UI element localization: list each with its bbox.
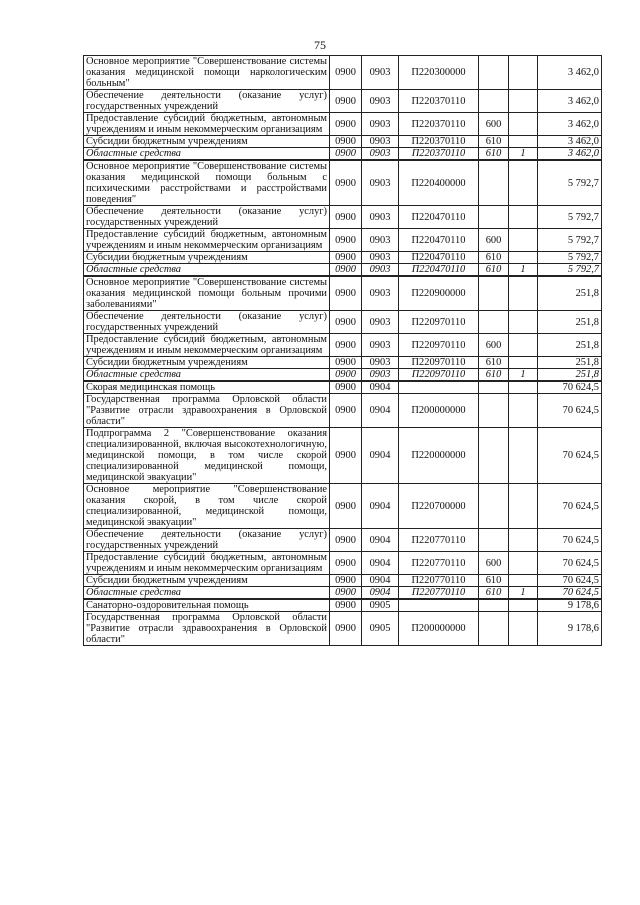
target-article-cell: П220400000 <box>399 160 479 206</box>
section-code-cell: 0900 <box>330 311 362 334</box>
table-row <box>84 529 602 552</box>
amount-cell: 70 624,5 <box>538 552 602 575</box>
amount-cell: 70 624,5 <box>538 394 602 428</box>
section-code-cell: 0900 <box>330 334 362 357</box>
expense-type-cell <box>479 311 509 334</box>
target-article-cell: П220470110 <box>399 229 479 252</box>
table-row <box>84 587 602 600</box>
expense-type-cell: 610 <box>479 136 509 148</box>
target-article-cell: П220770110 <box>399 552 479 575</box>
target-article-cell: П200000000 <box>399 612 479 646</box>
subsection-code-cell: 0904 <box>362 394 399 428</box>
target-article-cell <box>399 599 479 612</box>
subsection-code-cell: 0903 <box>362 148 399 161</box>
subsection-code-cell: 0905 <box>362 599 399 612</box>
expense-name-cell: Государственная программа Орловской области "Развитие отрасли здравоохранения в Орловской области" <box>84 394 330 428</box>
table-row <box>84 148 602 161</box>
table-row <box>84 369 602 382</box>
expense-name-cell: Основное мероприятие "Совершенствование системы оказания медицинской помощи наркологическим больным" <box>84 56 330 90</box>
section-code-cell: 0900 <box>330 552 362 575</box>
expense-type-cell: 610 <box>479 587 509 600</box>
funding-source-cell <box>509 276 538 311</box>
funding-source-cell <box>509 334 538 357</box>
expense-name-cell: Основное мероприятие "Совершенствование оказания скорой, в том числе скорой специализированной, медицинской помощи, медицинской эвакуации" <box>84 484 330 529</box>
target-article-cell: П220770110 <box>399 529 479 552</box>
expense-type-cell <box>479 394 509 428</box>
target-article-cell: П220770110 <box>399 587 479 600</box>
table-row <box>84 56 602 90</box>
table-row <box>84 552 602 575</box>
expense-name-cell: Обеспечение деятельности (оказание услуг) государственных учреждений <box>84 311 330 334</box>
section-code-cell: 0900 <box>330 113 362 136</box>
funding-source-cell <box>509 160 538 206</box>
funding-source-cell <box>509 252 538 264</box>
section-code-cell: 0900 <box>330 369 362 382</box>
expense-name-cell: Обеспечение деятельности (оказание услуг) государственных учреждений <box>84 529 330 552</box>
expense-type-cell: 610 <box>479 575 509 587</box>
table-row <box>84 381 602 394</box>
target-article-cell: П220300000 <box>399 56 479 90</box>
funding-source-cell <box>509 56 538 90</box>
funding-source-cell <box>509 612 538 646</box>
amount-cell: 70 624,5 <box>538 381 602 394</box>
section-code-cell: 0900 <box>330 136 362 148</box>
section-code-cell: 0900 <box>330 599 362 612</box>
amount-cell: 9 178,6 <box>538 612 602 646</box>
expense-name-cell: Подпрограмма 2 "Совершенствование оказания специализированной, включая высокотехнологичную, медицинской помощи, в том числе скорой специализированной медицинской помощи, медицинской эвакуации" <box>84 428 330 484</box>
expense-name-cell: Предоставление субсидий бюджетным, автономным учреждениям и иным некоммерческим организациям <box>84 113 330 136</box>
funding-source-cell <box>509 229 538 252</box>
expense-type-cell: 600 <box>479 113 509 136</box>
funding-source-cell <box>509 428 538 484</box>
target-article-cell: П220370110 <box>399 90 479 113</box>
subsection-code-cell: 0903 <box>362 252 399 264</box>
subsection-code-cell: 0904 <box>362 381 399 394</box>
target-article-cell: П220900000 <box>399 276 479 311</box>
subsection-code-cell: 0903 <box>362 369 399 382</box>
section-code-cell: 0900 <box>330 160 362 206</box>
page-number: 75 <box>314 38 326 52</box>
expense-type-cell: 610 <box>479 252 509 264</box>
target-article-cell: П220970110 <box>399 369 479 382</box>
table-row <box>84 575 602 587</box>
funding-source-cell: 1 <box>509 264 538 277</box>
expense-type-cell <box>479 206 509 229</box>
amount-cell: 3 462,0 <box>538 148 602 161</box>
expense-name-cell: Основное мероприятие "Совершенствование системы оказания медицинской помощи больным прочими заболеваниями" <box>84 276 330 311</box>
table-row <box>84 357 602 369</box>
target-article-cell: П220470110 <box>399 252 479 264</box>
section-code-cell: 0900 <box>330 575 362 587</box>
target-article-cell: П220700000 <box>399 484 479 529</box>
section-code-cell: 0900 <box>330 484 362 529</box>
expense-name-cell: Предоставление субсидий бюджетным, автономным учреждениям и иным некоммерческим организациям <box>84 334 330 357</box>
table-row <box>84 160 602 206</box>
expense-type-cell <box>479 381 509 394</box>
section-code-cell: 0900 <box>330 229 362 252</box>
section-code-cell: 0900 <box>330 612 362 646</box>
expense-type-cell: 610 <box>479 264 509 277</box>
expense-type-cell <box>479 484 509 529</box>
amount-cell: 251,8 <box>538 357 602 369</box>
subsection-code-cell: 0904 <box>362 529 399 552</box>
subsection-code-cell: 0904 <box>362 575 399 587</box>
expense-name-cell: Областные средства <box>84 369 330 382</box>
funding-source-cell: 1 <box>509 148 538 161</box>
amount-cell: 251,8 <box>538 276 602 311</box>
expense-type-cell <box>479 529 509 552</box>
expense-type-cell: 610 <box>479 357 509 369</box>
amount-cell: 9 178,6 <box>538 599 602 612</box>
table-row <box>84 264 602 277</box>
section-code-cell: 0900 <box>330 276 362 311</box>
target-article-cell: П220370110 <box>399 148 479 161</box>
expense-name-cell: Обеспечение деятельности (оказание услуг) государственных учреждений <box>84 90 330 113</box>
section-code-cell: 0900 <box>330 90 362 113</box>
subsection-code-cell: 0903 <box>362 229 399 252</box>
expense-type-cell: 610 <box>479 148 509 161</box>
section-code-cell: 0900 <box>330 394 362 428</box>
amount-cell: 5 792,7 <box>538 229 602 252</box>
subsection-code-cell: 0903 <box>362 113 399 136</box>
expense-name-cell: Предоставление субсидий бюджетным, автономным учреждениям и иным некоммерческим организациям <box>84 552 330 575</box>
subsection-code-cell: 0903 <box>362 264 399 277</box>
target-article-cell: П200000000 <box>399 394 479 428</box>
funding-source-cell <box>509 136 538 148</box>
table-row <box>84 276 602 311</box>
subsection-code-cell: 0903 <box>362 56 399 90</box>
amount-cell: 5 792,7 <box>538 252 602 264</box>
expense-name-cell: Субсидии бюджетным учреждениям <box>84 252 330 264</box>
subsection-code-cell: 0904 <box>362 587 399 600</box>
amount-cell: 70 624,5 <box>538 587 602 600</box>
subsection-code-cell: 0903 <box>362 334 399 357</box>
expense-name-cell: Обеспечение деятельности (оказание услуг) государственных учреждений <box>84 206 330 229</box>
target-article-cell: П220970110 <box>399 311 479 334</box>
table-row <box>84 252 602 264</box>
target-article-cell: П220370110 <box>399 136 479 148</box>
subsection-code-cell: 0903 <box>362 276 399 311</box>
subsection-code-cell: 0903 <box>362 357 399 369</box>
amount-cell: 3 462,0 <box>538 136 602 148</box>
target-article-cell: П220470110 <box>399 264 479 277</box>
expense-name-cell: Скорая медицинская помощь <box>84 381 330 394</box>
table-row <box>84 229 602 252</box>
table-row <box>84 136 602 148</box>
funding-source-cell <box>509 206 538 229</box>
section-code-cell: 0900 <box>330 252 362 264</box>
amount-cell: 70 624,5 <box>538 484 602 529</box>
funding-source-cell <box>509 484 538 529</box>
table-row <box>84 599 602 612</box>
expense-name-cell: Областные средства <box>84 587 330 600</box>
expense-type-cell <box>479 612 509 646</box>
subsection-code-cell: 0903 <box>362 136 399 148</box>
expense-name-cell: Санаторно-оздоровительная помощь <box>84 599 330 612</box>
table-row <box>84 612 602 646</box>
amount-cell: 3 462,0 <box>538 90 602 113</box>
table-row <box>84 113 602 136</box>
section-code-cell: 0900 <box>330 428 362 484</box>
section-code-cell: 0900 <box>330 56 362 90</box>
table-row <box>84 484 602 529</box>
amount-cell: 3 462,0 <box>538 56 602 90</box>
funding-source-cell: 1 <box>509 587 538 600</box>
subsection-code-cell: 0903 <box>362 160 399 206</box>
funding-source-cell <box>509 599 538 612</box>
amount-cell: 3 462,0 <box>538 113 602 136</box>
amount-cell: 5 792,7 <box>538 264 602 277</box>
target-article-cell: П220470110 <box>399 206 479 229</box>
expense-type-cell: 610 <box>479 369 509 382</box>
amount-cell: 70 624,5 <box>538 428 602 484</box>
subsection-code-cell: 0903 <box>362 206 399 229</box>
expense-name-cell: Государственная программа Орловской области "Развитие отрасли здравоохранения в Орловской области" <box>84 612 330 646</box>
expense-type-cell: 600 <box>479 229 509 252</box>
expense-name-cell: Основное мероприятие "Совершенствование системы оказания медицинской помощи больным с психическими расстройствами и расстройствами поведения" <box>84 160 330 206</box>
expense-type-cell <box>479 599 509 612</box>
target-article-cell: П220770110 <box>399 575 479 587</box>
amount-cell: 5 792,7 <box>538 206 602 229</box>
amount-cell: 251,8 <box>538 311 602 334</box>
expense-name-cell: Субсидии бюджетным учреждениям <box>84 357 330 369</box>
funding-source-cell <box>509 529 538 552</box>
subsection-code-cell: 0904 <box>362 428 399 484</box>
expense-type-cell <box>479 428 509 484</box>
amount-cell: 70 624,5 <box>538 575 602 587</box>
funding-source-cell <box>509 90 538 113</box>
target-article-cell <box>399 381 479 394</box>
funding-source-cell <box>509 394 538 428</box>
section-code-cell: 0900 <box>330 357 362 369</box>
target-article-cell: П220000000 <box>399 428 479 484</box>
section-code-cell: 0900 <box>330 587 362 600</box>
expense-type-cell <box>479 90 509 113</box>
target-article-cell: П220970110 <box>399 334 479 357</box>
subsection-code-cell: 0903 <box>362 90 399 113</box>
section-code-cell: 0900 <box>330 206 362 229</box>
budget-table-body <box>84 56 602 646</box>
subsection-code-cell: 0903 <box>362 311 399 334</box>
target-article-cell: П220970110 <box>399 357 479 369</box>
expense-name-cell: Предоставление субсидий бюджетным, автономным учреждениям и иным некоммерческим организациям <box>84 229 330 252</box>
expense-type-cell <box>479 160 509 206</box>
funding-source-cell <box>509 357 538 369</box>
funding-source-cell <box>509 552 538 575</box>
target-article-cell: П220370110 <box>399 113 479 136</box>
expense-type-cell <box>479 56 509 90</box>
table-row <box>84 334 602 357</box>
expense-name-cell: Субсидии бюджетным учреждениям <box>84 575 330 587</box>
section-code-cell: 0900 <box>330 264 362 277</box>
amount-cell: 70 624,5 <box>538 529 602 552</box>
amount-cell: 251,8 <box>538 369 602 382</box>
amount-cell: 251,8 <box>538 334 602 357</box>
table-row <box>84 311 602 334</box>
expense-type-cell: 600 <box>479 552 509 575</box>
expense-name-cell: Субсидии бюджетным учреждениям <box>84 136 330 148</box>
expense-name-cell: Областные средства <box>84 148 330 161</box>
subsection-code-cell: 0905 <box>362 612 399 646</box>
funding-source-cell <box>509 381 538 394</box>
funding-source-cell <box>509 311 538 334</box>
section-code-cell: 0900 <box>330 529 362 552</box>
table-row <box>84 394 602 428</box>
table-row <box>84 428 602 484</box>
funding-source-cell <box>509 113 538 136</box>
expense-name-cell: Областные средства <box>84 264 330 277</box>
table-row <box>84 206 602 229</box>
subsection-code-cell: 0904 <box>362 484 399 529</box>
subsection-code-cell: 0904 <box>362 552 399 575</box>
expense-type-cell <box>479 276 509 311</box>
funding-source-cell: 1 <box>509 369 538 382</box>
table-row <box>84 90 602 113</box>
section-code-cell: 0900 <box>330 148 362 161</box>
budget-table <box>83 55 602 646</box>
amount-cell: 5 792,7 <box>538 160 602 206</box>
section-code-cell: 0900 <box>330 381 362 394</box>
expense-type-cell: 600 <box>479 334 509 357</box>
funding-source-cell <box>509 575 538 587</box>
